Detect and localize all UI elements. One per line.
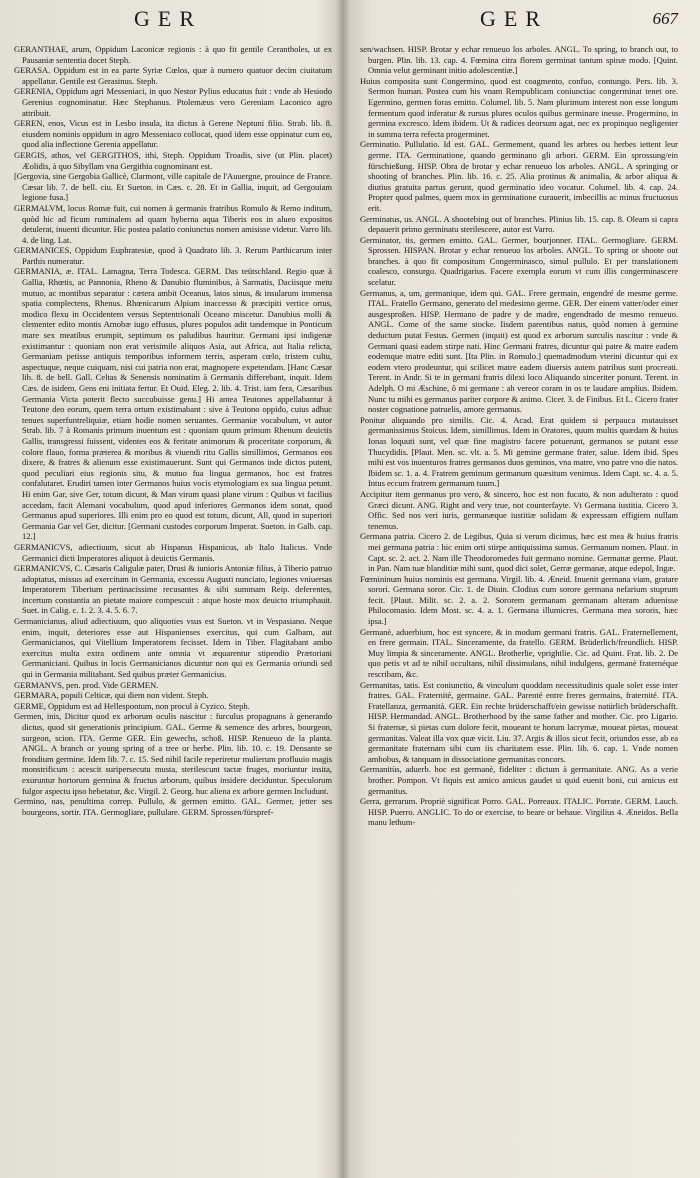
- dictionary-entry: Gerra, gerrarum. Propriè significat Porro. GAL. Porreaux. ITALIC. Porrate. GERM. Lauch. HISP. Puerro. ANGLIC. To do or exercise, to beare or behaue. Virgilius 4. Æneidos. Bella manu lethum-: [360, 796, 678, 828]
- dictionary-entry: Germinatus, us. ANGL. A shootebing out of branches. Plinius lib. 15. cap. 8. Oleam si capra depauerit primo germinatu sterilescere, autor est Varro.: [360, 213, 678, 235]
- dictionary-entry: Germana patria. Cicero 2. de Legibus, Quia si verum dicimus, hæc est mea & huius fratris mei germana patria : hic enim orti stirpe antiquissima sumus. Germanum nomen. Plaut. in Capt. sc. 2. act. 2. Nam ille Theodoromedes fuit germano nomine. Germanæ germe. Plaut. in Pan. Nam tuæ blanditiæ mihi sunt, quod dici solet, Gerræ germanæ, atque edepol, Ingæ.: [360, 531, 678, 574]
- left-column: [14, 6, 332, 817]
- right-head-word: GER: [480, 6, 548, 31]
- dictionary-entry: Germanus, a, um, germanique, idem qui. GAL. Frere germain, engendré de mesme germe. ITAL. Fratello Germano, generato del medesimo germe. GER. Der einem vatter/oder einer ausgesproßen. HISP. Hermano de padre y de madre, engendrado de mesmo renueuo. ANGL. Come of the same stocke. Iisdem parentibus natus, quòd nomen à germine deductum putat Festus. Germen (inquit) est quod ex arborum surculis nascitur : vnde & Germani quasi eadem stirpe nati. Hinc Germani fratres, dicuntur qui patre & matre eadem eodemque matre editi sunt. [Ita Plin. in Romulo.] quemadmodum vterini dicuntur qui ex eodem vtero prodeuntur, qui scilicet matre eadem diuersis autem patribus sunt procreati. Terent. in Andr. Si te in germani fratris dilexi loco Aliquando sinceriter ponunt. Terent. in Adelph. O mi Æschine, ô mi germane : ah vereor coram in os te laudare amplius. Ibidem. Nunc tu mihi es germanus pariter corpore & animo. Cicer. 3. de Finibus. Et L. Cicero frater noster cognatione patruelis, amore germanus.: [360, 287, 678, 415]
- dictionary-entry: GEREN, enos, Vicus est in Lesbo insula, ita dictus à Gerene Neptuni filio. Strab. lib. 8. eiusdem nominis oppidum in agro Messeniaco collocat, quod idem esse oppinatur cum eo, quod alia inflectione Gerenia appellatur.: [14, 118, 332, 150]
- dictionary-entry: [Gergovia, sine Gergobia Gallicè, Clarmont, ville capitale de l'Auuergne, prouince de France. Cæsar lib. 7. de bell. ciu. Et Sueton. in Cæs. c. 28. Et in Gallia, inquit, ad Gergouiam legione fusa.]: [14, 171, 332, 203]
- right-column: [360, 6, 678, 828]
- dictionary-entry: GERMANIA, æ. ITAL. Lamagna, Terra Todesca. GERM. Das teütschland. Regio quæ à Gallia, Rhœtis, ac Pannonia, Rheno & Danubio fluminibus, à Sarmatis, Daciisque metu mutuo, ac montibus separatur : cætera ambit Oceanus, latos sinus, & insularum immensa spatia complectens, Rhenus. Rhœnicarum Alpium inaccesso & præcipiti vertice ortus, modico flexu in Occidentem versus Septentrionali Oceano miscetur. Danubius molli & clementer edito montis Arnobæ iugo effusus, plures populos adit tandemque in Ponticum mare sex meatibus erumpit, septimum os paludibus hauritur. Germani ipsi indigenæ existimantur : quoniam non erat verisimile aliquos Asia, aut Africa, aut Italia relicta, Germaniam petisse antiquis temporibus informem terris, asperam cœlo, tristem cultu, aspectuque, neque cuiquam, nisi cui patria non erat, magnopere expetendam. [Hanc Cæsar lib. 8. de bell. Gall. Celtas & Senensis nominatim à Germanis differebant, inquit. Idem Cæs. de isidem. Gens eni initiata fertur. Et Ouid. Eleg. 2. lib. 4. Trist. iam fera, Cæsaribus Germania Victa poterit flecto succubuisse genu.] Hi antea Teutones appellabantur à Teutone deo eorum, quem terra ortum existimabant : sive à Teutono oppido, cuius adhuc tenues superfuntreliquiæ, etiam hodie nomen seruantes. Germaniæ vocabulum, vt autor Strab. lib. 7 à Romanis primum inuentum est : quoniam quum primum Rhenum deuictis Gallis, transgressi fuissent, videntes eos & feritate animorum & proceritate corporum, & colore flauo, forma præterea & moribus & viuendi ritu Gallis simillimos, Germanos eos dixere, & fratres & alienum esse existimauerunt. Sunt qui Germanos inde dictos putent, quod peculiari eius regionis situ, & mutuo fua lingua germanos, hoc est fratres confalutaret. Erudiri tamen inter Germanos huius vocis etymologiam ex sua lingua petunt. Hi enim Gar, sive Ger, totum dicunt, & Man virum quasi plane virum : Quibus vt facilius accedam, facit Alemani vocabulum, quod apud inferiores Germanos idem sonat, quod Germanus apud superiores. Illi enim pro eo quod est totum, dicunt, All, quod in superiori Germania Gar vel Ger, dicitur. [Germani custodes corporum Imperat. Sueton. in Galb. cap. 12.]: [14, 266, 332, 542]
- dictionary-entry: Germen, inis, Dicitur quod ex arborum oculis nascitur : furculus propagnans à generando dictus, quod sit generationis principium. GAL. Germe & semence des arbres, bourgeon, surgeon, scion. ITA. Germe GER. Ein gewechs, schoß. HISP. Renueuo de la planta. ANGL. A branch or young spring of a tree or herbe. Plin. lib. 10. c. 19. Densante se frondium germine. Idem lib. 7. c. 15. Sed nihil facile reperiretur mulierum profluuio magis monstrificum : acescit suripersecutu musta, sterilescunt tactæ fruges, moriuntur insita, exuruntur hortorum germina & fructus arborum, quibus insidere deciduntur. Speculorum fulgor aspectu ipso hebetatur, &c. Virgil. 2. Georg. huc aliena ex arbore germen Includunt.: [14, 711, 332, 796]
- dictionary-entry: Germanitas, tatis. Est coniunctio, & vinculum quoddam necessitudinis quale solet esse inter fratres. GAL. Fraternité, germaine. GAL. Parenté entre freres germains, fraternité. ITA. Fratellanza, germanità. GER. Ein rechte brüderschafft/ein gewisse natürlich brüderschafft. HISP. Hermandad. ANGL. Brotherhood by the same father and mother. Cic. pro Ligario. Si fraternæ, si pietas cum dolore fecit, moueant te horum lacrymæ, moueat pietas, moueat germanitas. Valeat illa vox quæ vicit. Liu. 37. Argis & illos sicut fecit, oriundos esse, ab ea germanitate fraternam sibi cum iis charitatem esse. Plin. lib. 6. cap. 1. Vnde nomen ambobus, & tanquam in dissociatione germanitas concors.: [360, 679, 678, 764]
- dictionary-entry: Germanè, aduerbium, hoc est syncere, & in modum germani fratris. GAL. Fraternellement, en frere germain. ITAL. Sinceramente, da fratello. GERM. Brüderlich/freundlich. HISP. Muy limpia & sinceramente. ANGL. Brotherlie, vprightlie. Cic. ad Quint. Frat. lib. 2. De quo petis vt ad te nihil occultans, nihil dissimulans, nihil indulgens, germanè fraternéque rescribam, &c.: [360, 626, 678, 680]
- dictionary-entry: Germanicianus, aliud adiectiuum, quo aliquoties vsus est Sueton. vt in Vespasiano. Neque enim, inquit, deteriores esse aut Hispanienses exercitus, qui cum Galbam, aut Germanicianos, qui Vitellium Imperatorem fecisset. Idem in Tiber. Flagitabant ambo exercitus multa extra ordinem ante omnia vt æquarentur stipendio Prætoriani Germaniciani. Quibus in locis Germanicianos dicuntur non qui ex Germania oriundi sed qui in Germania militabant. Sed quibus præter Germanicius.: [14, 616, 332, 680]
- dictionary-entry: Germanitùs, aduerb. hoc est germanè, fideliter : dictum à germanitate. ANG. As a verie brother. Pompon. Vt fiquis est amico amicus gaudet si quid euenit boni, cui amicus est germanitus.: [360, 764, 678, 796]
- dictionary-entry: GERMALVM, locus Romæ fuit, cui nomen à germanis fratribus Romulo & Remo inditum, quòd hic ad ficum ruminalem ad quam hyberna aqua Tiberis eos in alueo expositos detulerat, inuenti dicuntur. Hic postea palatio coniunctus nomen amisisse videtur. Varro lib. 4. de ling. Lat.: [14, 202, 332, 245]
- dictionary-entry: GERASA. Oppidum est in ea parte Syriæ Cœlos, quæ à numero quatuor decim ciuitatum appellatur. Gentile est Gerasinus. Steph.: [14, 65, 332, 86]
- page-number: 667: [652, 9, 678, 28]
- dictionary-entry: Germinator, tis, germen emitto. GAL. Germer, bourjonner. ITAL. Germogliare. GERM. Sprossen. HISPAN. Brotar y echar renueuo los arboles. ANGL. To spring or shoote out branches. à quo fit compositum Congerminasco, simul pullulo. Et per translationem coalesco, consurgo. Quadrigarius. Facere exempla eorum vt cum illis congerminascere scelatur.: [360, 234, 678, 288]
- dictionary-entry: GERMANICVS, C. Cæsaris Caligulæ pater, Drusi & iunioris Antoniæ filius, à Tiberio patruo adoptatus, missus ad exercitum in Germania, excessu Augusti nunciato, legiones vniuersas Imperatorem Tiberium pertinacissime recusantes & sibi summam Reip. deferentes, incertum constantia an pietate maiore compescuit : atque hoste mox deuicto triumphauit. Suet. in Calig. c. 1. 2. 3. 4. 5. 6. 7.: [14, 563, 332, 616]
- dictionary-entry: GERMANICES, Oppidum Euphratesiæ, quod à Quadrato lib. 3. Rerum Parthicarum inter Parthis numeratur.: [14, 245, 332, 266]
- dictionary-entry: Accipitur item germanus pro vero, & sincero, hoc est non fucato, & non adulterato : quod Græci dicunt. ANG. Right and very true, not counterfayte. Vt Germana iustitia. Cicero 3. Offic. Sed nos veri iuris, germanæque iustitiæ solidam & expressam effigiem nullam tenemus.: [360, 488, 678, 531]
- dictionary-entry: GERMANICVS, adiectiuum, sicut ab Hispanus Hispanicus, ab Italo Italicus. Vnde Germanici dicti Imperatores aliquot à deuictis Germanis.: [14, 541, 332, 563]
- dictionary-entry: GERMARA, populi Celticæ, qui diem non vident. Steph.: [14, 690, 209, 701]
- dictionary-entry: GERMANVS, pen. prod. Vide GERMEN.: [14, 679, 159, 690]
- dictionary-entry: GERGIS, athos, vel GERGITHOS, ithi, Steph. Oppidum Troadis, sive (ut Plin. placet) Æolidis, à quo Sibyllam vna Gergithia cognominant est.: [14, 149, 332, 171]
- dictionary-entry: Ponitur aliquando pro similis. Cic. 4. Acad. Erat quidem si perpauca mutauisset germanissimus Stoicus. Idem, simillimus. Idem in Oratores, quum multis quædam & huius Ionas loquuti sunt, vel quæ fine magistro facere potuerunt, germanos se putant esse Thucydidis. [Plaut. Men. sc. vlt. a. 5. Mi gemine germane frater, salue. Idem ibid. Spes mihi est vos inuenturos fratres germanos duos geminos, vna matre, vno patre vno die natos. Ibidem sc. 1. a. 4. Fratrem geminum germanum quæsitum venimus. Idem Capt. sc. 4. a. 5. Intus eccum fratrem germanum tuum.]: [360, 414, 678, 489]
- right-entries: [360, 44, 678, 828]
- dictionary-entry: GERANTHAE, arum, Oppidum Laconicæ regionis : à quo fit gentile Cerantholes, ut ex Pausaniæ sententia docet Steph.: [14, 44, 332, 65]
- left-head-word: GER: [134, 6, 202, 31]
- dictionary-entry: Fœmininum huius nominis est germana. Virgil. lib. 4. Æneid. Inuenit germana viam, gratare sorori. Germana soror. Cic. 1. de Diuin. Clodius cum sorore germana nefarium stuprum fecit. [Plaut. Milit. sc. 2. a. 2. Sororem germanam germanam alteram aduenisse Philocomasio. Idem Most. sc. 4. a. 1. Germana illumicres. Germana mea sororis, hæc ipsa.]: [360, 573, 678, 627]
- dictionary-entry: GERME, Oppidum est ad Hellespontum, non procul à Cyzico. Steph.: [14, 700, 250, 711]
- right-running-head: [360, 6, 678, 44]
- left-entries: [14, 44, 332, 817]
- dictionary-entry: Huius composita sunt Congermino, quod est coagmento, confuo, contungo. Pers. lib. 3. Sermon human. Postea cum his vnam Rempublicam coniunctiac congerminat tenet ore. Egermino, germen foras emitto. Columel. lib. 5. Nam plurimum interest non esse longum fermentum quod inferatur & rursus plures oculos quibus germinare inesse. Progermino, in germina excresco. Idem ibidem. Ut & radices deorsum agat, nec ex propinquo negligenter in summa terra refecta progerminet.: [360, 75, 678, 139]
- page-gutter: [336, 0, 350, 1178]
- dictionary-entry: sen/wachsen. HISP. Brotar y echar renueuo los arboles. ANGL. To spring, to branch out, to burgen. Plin. lib. 13. cap. 4. Fœmina citra florem germinat tantum spinæ modo. [Quint. Omnia velut germinant initio adolescentiæ.]: [360, 44, 678, 76]
- dictionary-entry: Germinatio. Pullulatio. Id est. GAL. Germement, quand les arbres ou herbes iettent leur germe. ITA. Germinatione, quando germinano gli arbori. GERM. Ein sprossung/ein fürschießung. HISP. Obra de brotar y echar renueuo los arboles. ANGL. A springing or shooting of branches. Plin. lib. 16. c. 25. Alia protinus & animalia, & arbor aliqua & diutius gratuita partus gerunt, quod germinatio ideo vocatur. Columel. lib. 4. cap. 24. Propter quod palmes, quem mox in germinatione curauerit, imbecillis ac minus fructuosus erit.: [360, 139, 678, 213]
- dictionary-entry: GERENIA, Oppidum agri Messeniaci, in quo Nestor Pylius educatus fuit : vnde ab Hesiodo Gerenius cognominatur. Hæc Stephanus. Ptolemæus vero Gereniam Laconico agro attribuit.: [14, 86, 332, 118]
- left-running-head: [14, 6, 332, 44]
- dictionary-entry: Germino, nas, penultima correp. Pullulo, & germen emitto. GAL. Germer, jetter ses bourgeons, sortir. ITA. Germogliare, pullulare. GERM. Sprossen/fürspref-: [14, 796, 332, 817]
